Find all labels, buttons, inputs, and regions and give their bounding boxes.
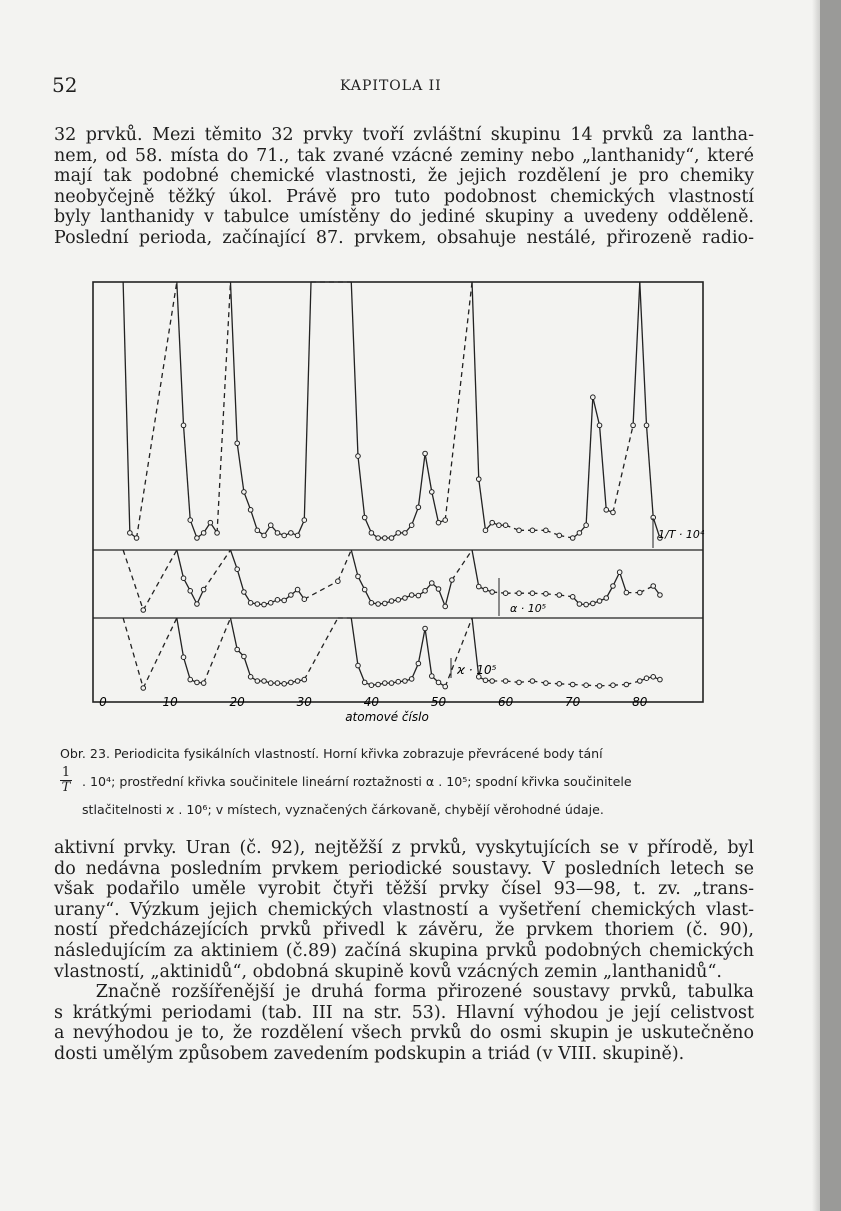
curve-segment (351, 618, 358, 666)
data-point (429, 581, 434, 586)
data-point (530, 591, 535, 596)
data-point (262, 679, 267, 684)
text-line: do nedávna posledním prvkem periodické soustavy. V posledních letech se (54, 858, 754, 879)
data-point (295, 679, 300, 684)
text-line: Značně rozšířenější je druhá forma přirozené soustavy prvků, tabulka (54, 982, 754, 1003)
curve-segment (204, 618, 231, 683)
data-point (476, 584, 481, 589)
x-tick-label: 60 (497, 695, 514, 709)
data-point (248, 601, 253, 606)
curve-segment (251, 510, 258, 530)
data-point (141, 686, 146, 691)
data-point (262, 533, 267, 538)
text-line: vlastností, „aktinidů“, obdobná skupině kovů vzácných zemin „lanthanidů“. (54, 961, 722, 982)
text-line: dosti umělým způsobem zavedením podskupin a triád (v VIII. skupině). (54, 1043, 685, 1064)
data-point (597, 423, 602, 428)
text-line: nem, od 58. místa do 71., tak zvané vzácné zeminy nebo „lanthanidy“, které (54, 145, 754, 166)
data-point (611, 510, 616, 515)
curve-segment (217, 282, 230, 533)
data-point (262, 602, 267, 607)
data-point (181, 423, 186, 428)
figure-frame (93, 282, 703, 702)
data-point (631, 423, 636, 428)
data-point (409, 677, 414, 682)
data-point (517, 591, 522, 596)
data-point (557, 682, 562, 687)
curve-segment (351, 282, 358, 456)
label-melting: 1/T · 10⁴ (658, 528, 705, 541)
data-point (443, 684, 448, 689)
book-spine (820, 0, 841, 1211)
data-point (591, 601, 596, 606)
curve-segment (177, 282, 184, 425)
data-point (396, 531, 401, 536)
data-point (658, 677, 663, 682)
data-point (295, 587, 300, 592)
curve-segment (304, 618, 338, 680)
data-point (248, 675, 253, 680)
data-point (651, 584, 656, 589)
text-line: a nevýhodou je to, že rozdělení všech prvků do osmi skupin je uskutečněno (54, 1023, 754, 1044)
curve-segment (620, 572, 627, 592)
curve-segment (123, 550, 143, 610)
curve-segment (304, 282, 311, 520)
paragraph-top (54, 125, 754, 249)
data-point (181, 576, 186, 581)
data-point (423, 626, 428, 631)
curve-segment (244, 657, 251, 677)
data-point (201, 531, 206, 536)
data-point (443, 604, 448, 609)
data-point (530, 528, 535, 533)
data-point (302, 518, 307, 523)
data-point (295, 533, 300, 538)
curve-segment (237, 569, 244, 592)
data-point (604, 508, 609, 513)
text-line: však podařilo uměle vyrobit čtyři těžší prvky čísel 93—98, t. zv. „trans- (54, 879, 754, 900)
curve-segment (351, 550, 358, 576)
data-point (409, 593, 414, 598)
data-point (416, 661, 421, 666)
data-point (476, 477, 481, 482)
data-point (570, 595, 575, 600)
paragraph-bottom (54, 838, 754, 1065)
data-point (268, 681, 273, 686)
text-line: Poslední perioda, začínající 87. prvkem, obsahuje nestálé, přirozeně radio- (54, 227, 754, 248)
curve-segment (244, 492, 251, 510)
data-point (188, 677, 193, 682)
data-point (591, 395, 596, 400)
caption-line: stlačitelnosti ϰ . 10⁶; v místech, vyznačených čárkovaně, chybějí věrohodné údaje. (82, 802, 604, 817)
data-point (362, 587, 367, 592)
curve-segment (304, 581, 338, 599)
x-tick-label: 70 (565, 695, 581, 709)
data-point (423, 589, 428, 594)
data-point (396, 679, 401, 684)
running-head: KAPITOLA II (340, 78, 442, 94)
curve-segment (184, 425, 191, 520)
curve-segment (143, 550, 177, 610)
data-point (376, 682, 381, 687)
data-point (490, 590, 495, 595)
data-point (517, 528, 522, 533)
page-gutter-shadow (812, 0, 820, 1211)
data-point (490, 679, 495, 684)
x-tick-label: 80 (632, 695, 648, 709)
data-point (282, 682, 287, 687)
data-point (369, 531, 374, 536)
data-point (624, 590, 629, 595)
data-point (235, 567, 240, 572)
data-point (389, 536, 394, 541)
text-line: byly lanthanidy v tabulce umístěny do jediné skupiny a uvedeny odděleně. (54, 207, 754, 228)
data-point (255, 528, 260, 533)
text-line: mají tak podobné chemické vlastnosti, že jejich rozdělení je pro chemiky (54, 166, 754, 187)
data-point (275, 598, 280, 603)
label-compressibility: ϰ · 10⁵ (457, 663, 497, 677)
curve-segment (586, 397, 593, 525)
text-line: následujícím za aktiniem (č.89) začíná skupina prvků podobných chemických (54, 940, 754, 961)
data-point (362, 515, 367, 520)
data-point (423, 451, 428, 456)
caption-line: Obr. 23. Periodicita fysikálních vlastností. Horní křivka zobrazuje převrácené body tání (60, 746, 603, 761)
curve-segment (358, 456, 365, 517)
data-point (248, 508, 253, 513)
text-line: ností předcházejících prvků přivedl k závěru, že prvkem thoriem (č. 90), (54, 920, 754, 941)
data-point (282, 533, 287, 538)
data-point (403, 531, 408, 536)
curve-segment (425, 629, 432, 677)
data-point (289, 680, 294, 685)
data-point (389, 681, 394, 686)
figure-caption (60, 740, 760, 824)
x-tick-label: 40 (363, 695, 380, 709)
data-point (356, 454, 361, 459)
curve-segment (472, 550, 479, 587)
curve-segment (123, 282, 130, 533)
x-tick-label: 0 (99, 695, 107, 709)
data-point (544, 681, 549, 686)
x-tick-label: 50 (430, 695, 447, 709)
curve-segment (452, 550, 472, 580)
data-point (302, 677, 307, 682)
data-point (201, 587, 206, 592)
data-point (611, 584, 616, 589)
caption-fraction (60, 766, 72, 795)
data-point (195, 602, 200, 607)
data-point (369, 683, 374, 688)
data-point (644, 423, 649, 428)
curve-segment (137, 282, 177, 538)
data-point (181, 655, 186, 660)
data-point (416, 505, 421, 510)
data-point (383, 536, 388, 541)
curve-segment (445, 580, 452, 606)
data-point (268, 523, 273, 528)
data-point (624, 682, 629, 687)
data-point (188, 518, 193, 523)
data-point (416, 593, 421, 598)
data-point (436, 680, 441, 685)
data-point (497, 523, 502, 528)
data-point (517, 680, 522, 685)
data-point (282, 598, 287, 603)
curve-segment (338, 550, 351, 581)
curve-segment (425, 454, 432, 492)
data-point (275, 531, 280, 536)
data-point (134, 536, 139, 541)
text-line: 32 prvků. Mezi těmito 32 prvky tvoří zvláštní skupinu 14 prvků za lantha- (54, 125, 754, 145)
data-point (658, 593, 663, 598)
data-point (376, 536, 381, 541)
data-point (436, 587, 441, 592)
data-point (255, 602, 260, 607)
data-point (544, 528, 549, 533)
data-point (255, 679, 260, 684)
curve-segment (230, 550, 237, 569)
data-point (429, 490, 434, 495)
data-point (584, 602, 589, 607)
x-tick-label: 30 (296, 695, 312, 709)
data-point (201, 681, 206, 686)
curve-segment (418, 454, 425, 508)
data-point (597, 599, 602, 604)
data-point (638, 679, 643, 684)
data-point (443, 518, 448, 523)
data-point (356, 663, 361, 668)
curve-segment (204, 550, 231, 590)
data-point (128, 531, 133, 536)
text-line: aktivní prvky. Uran (č. 92), nejtěžší z prvků, vyskytujících se v přírodě, byl (54, 838, 754, 858)
curve-segment (600, 425, 607, 509)
curve-segment (123, 618, 143, 688)
curve-segment (472, 282, 479, 479)
curve-segment (143, 618, 177, 688)
data-point (577, 531, 582, 536)
data-point (544, 592, 549, 597)
data-point (557, 593, 562, 598)
fraction-numerator: 1 (61, 765, 71, 780)
data-point (403, 596, 408, 601)
data-point (369, 601, 374, 606)
data-point (141, 608, 146, 613)
data-point (644, 676, 649, 681)
data-point (235, 647, 240, 652)
data-point (208, 520, 213, 525)
curve-segment (177, 550, 184, 578)
data-point (383, 681, 388, 686)
data-point (483, 528, 488, 533)
data-point (436, 520, 441, 525)
data-point (188, 589, 193, 594)
data-point (490, 520, 495, 525)
data-point (483, 587, 488, 592)
data-point (383, 601, 388, 606)
data-point (611, 683, 616, 688)
data-point (336, 579, 341, 584)
curve-segment (633, 282, 640, 425)
curve-segment (184, 657, 191, 679)
data-point (483, 678, 488, 683)
curve-segment (432, 492, 439, 523)
page-number: 52 (52, 73, 78, 97)
data-point (289, 531, 294, 536)
data-point (289, 593, 294, 598)
label-expansion: α · 10⁵ (510, 602, 547, 615)
data-point (195, 680, 200, 685)
fraction-denominator: T (61, 780, 71, 795)
data-point (638, 590, 643, 595)
data-point (376, 602, 381, 607)
curve-segment (445, 282, 472, 520)
text-line: urany“. Výzkum jejich chemických vlastností a vyšetření chemických vlast- (54, 899, 754, 920)
data-point (242, 654, 247, 659)
data-point (242, 590, 247, 595)
data-point (651, 675, 656, 680)
data-point (409, 523, 414, 528)
x-tick-label: 10 (162, 695, 178, 709)
data-point (557, 533, 562, 538)
curve-segment (479, 479, 486, 530)
data-point (302, 597, 307, 602)
data-point (617, 570, 622, 575)
data-point (389, 599, 394, 604)
curve-segment (190, 520, 197, 538)
data-point (570, 682, 575, 687)
data-point (268, 601, 273, 606)
data-point (577, 602, 582, 607)
curve-segment (237, 443, 244, 492)
curve-segment (230, 618, 237, 650)
x-tick-label: 20 (229, 695, 245, 709)
data-point (356, 574, 361, 579)
curve-segment (613, 425, 633, 512)
data-point (584, 523, 589, 528)
curve-segment (418, 629, 425, 664)
curve-segment (647, 425, 654, 517)
data-point (242, 490, 247, 495)
data-point (503, 679, 508, 684)
data-point (570, 536, 575, 541)
data-point (195, 536, 200, 541)
data-point (503, 523, 508, 528)
data-point (429, 674, 434, 679)
data-point (597, 684, 602, 689)
curve-segment (177, 618, 184, 657)
data-point (584, 683, 589, 688)
text-line: neobyčejně těžký úkol. Právě pro tuto podobnost chemických vlastností (54, 186, 754, 207)
curve-segment (412, 507, 419, 525)
data-point (235, 441, 240, 446)
data-point (215, 531, 220, 536)
periodicity-figure (55, 260, 775, 740)
x-axis-label: atomové číslo (345, 710, 429, 724)
data-point (450, 578, 455, 583)
data-point (503, 591, 508, 596)
curve-segment (230, 282, 237, 443)
data-point (530, 679, 535, 684)
data-point (362, 680, 367, 685)
data-point (403, 679, 408, 684)
curve-segment (593, 397, 600, 425)
data-point (275, 681, 280, 686)
caption-line: . 10⁴; prostřední křivka součinitele lineární roztažnosti α . 10⁵; spodní křivka součinitele (82, 774, 632, 789)
data-point (604, 596, 609, 601)
curve-segment (640, 282, 647, 425)
data-point (396, 598, 401, 603)
text-line: s krátkými periodami (tab. III na str. 53). Hlavní výhodou je její celistvost (54, 1002, 754, 1023)
